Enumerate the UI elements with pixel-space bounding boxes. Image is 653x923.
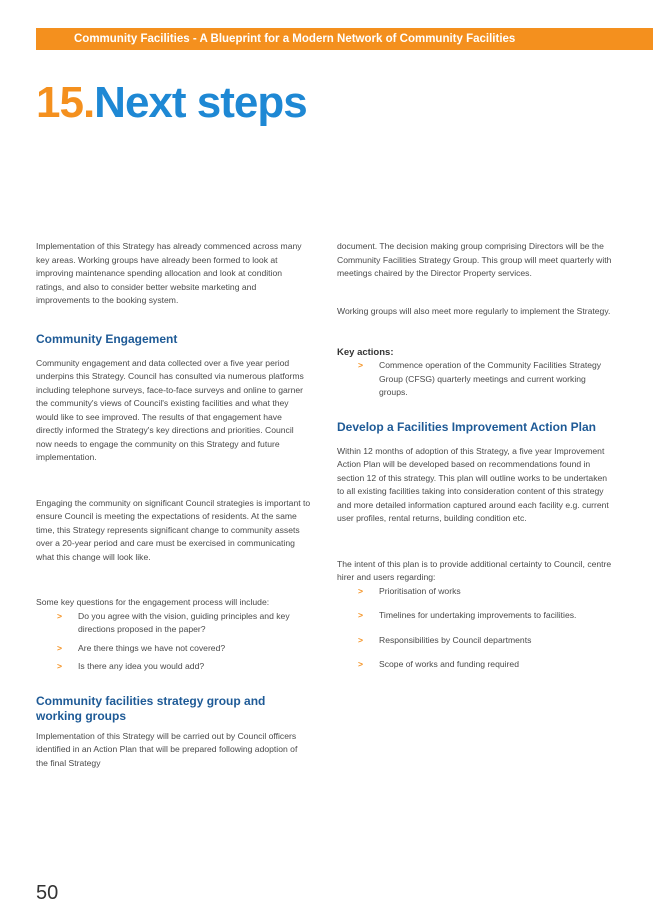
strategy-group-paragraph: Implementation of this Strategy will be carried out by Council officers identified in an Action Plan that will be prepared following adoption of the final Strategy xyxy=(36,730,298,768)
action-plan-paragraph-1: Within 12 months of adoption of this Strategy, a five year Improvement Action Plan will be developed based on recommendations found in section 12 of this strategy. This plan will outline works to be undertaken to all existing facilities taking into consideration content of this strategy and more detailed information captured around each facility e.g. current user profiles, rental returns, building condition etc. xyxy=(337,445,609,523)
list-item: > Is there any idea you would add? xyxy=(36,660,311,674)
header-banner: Community Facilities - A Blueprint for a Modern Network of Community Facilities xyxy=(36,28,653,50)
right-column xyxy=(337,240,615,683)
section-number: 15. xyxy=(36,78,95,127)
engagement-paragraph-2: Engaging the community on significant Council strategies is important to ensure Council is meeting the expectations of residents. At the same time, this Strategy represents significant change to community assets over a 20-year period and care must be exercised in communicating what this change will look like. xyxy=(36,497,311,562)
intro-paragraph: Implementation of this Strategy has already commenced across many key areas. Working groups have already been formed to look at improving maintenance spending allocation and look at condition ratings, and also to consider better website marketing and improvements to the booking system. xyxy=(36,241,302,305)
bullet-arrow-icon: > xyxy=(358,610,364,620)
bullet-arrow-icon: > xyxy=(358,585,364,596)
page-title xyxy=(36,78,307,128)
community-engagement-heading: Community Engagement xyxy=(36,331,178,346)
bullet-arrow-icon: > xyxy=(358,360,364,370)
bullet-arrow-icon: > xyxy=(57,642,63,653)
list-item: > Do you agree with the vision, guiding principles and key directions proposed in the paper? xyxy=(57,610,290,634)
bullet-arrow-icon: > xyxy=(57,610,63,621)
engagement-paragraph-3: Some key questions for the engagement process will include: xyxy=(36,597,270,607)
bullet-arrow-icon: > xyxy=(57,661,63,671)
key-actions-list xyxy=(337,359,615,400)
working-groups-paragraph: Working groups will also meet more regularly to implement the Strategy. xyxy=(337,305,611,316)
list-item: > Responsibilities by Council departments xyxy=(337,634,615,648)
engagement-paragraph-1: Community engagement and data collected over a five year period underpins this Strategy. Council has consulted via numerous platforms including telephone surveys, face-to-face surveys and online to garner the community's views of Council's existing facilities and what they would like to see improved. The results of that engagement have directly informed the Strategy's key directions and priorities. Council now needs to engage the community on this Strategy and future implementation. xyxy=(36,357,304,462)
list-item: > Commence operation of the Community Facilities Strategy Group (CFSG) quarterly meetings and current working groups. xyxy=(358,360,602,397)
questions-list xyxy=(36,610,311,674)
section-title: Next steps xyxy=(94,78,307,127)
decision-group-paragraph: document. The decision making group comprising Directors will be the Community Facilities Strategy Group. This group will meet quarterly with meetings chaired by the Director Property services. xyxy=(337,241,612,278)
plan-items-list xyxy=(337,585,615,672)
action-plan-heading: Develop a Facilities Improvement Action Plan xyxy=(337,419,596,434)
page-number: 50 xyxy=(36,882,59,904)
bullet-arrow-icon: > xyxy=(358,634,364,645)
bullet-arrow-icon: > xyxy=(358,659,364,669)
list-item: > Scope of works and funding required xyxy=(337,658,615,672)
list-item: > Are there things we have not covered? xyxy=(36,642,311,656)
list-item: > Prioritisation of works xyxy=(337,585,615,599)
list-item: > Timelines for undertaking improvements to facilities. xyxy=(337,609,615,623)
key-actions-heading: Key actions: xyxy=(337,347,394,358)
strategy-group-heading: Community facilities strategy group and working groups xyxy=(36,693,266,723)
action-plan-paragraph-2: The intent of this plan is to provide additional certainty to Council, centre hirer and users regarding: xyxy=(337,558,612,582)
left-column xyxy=(36,240,311,770)
